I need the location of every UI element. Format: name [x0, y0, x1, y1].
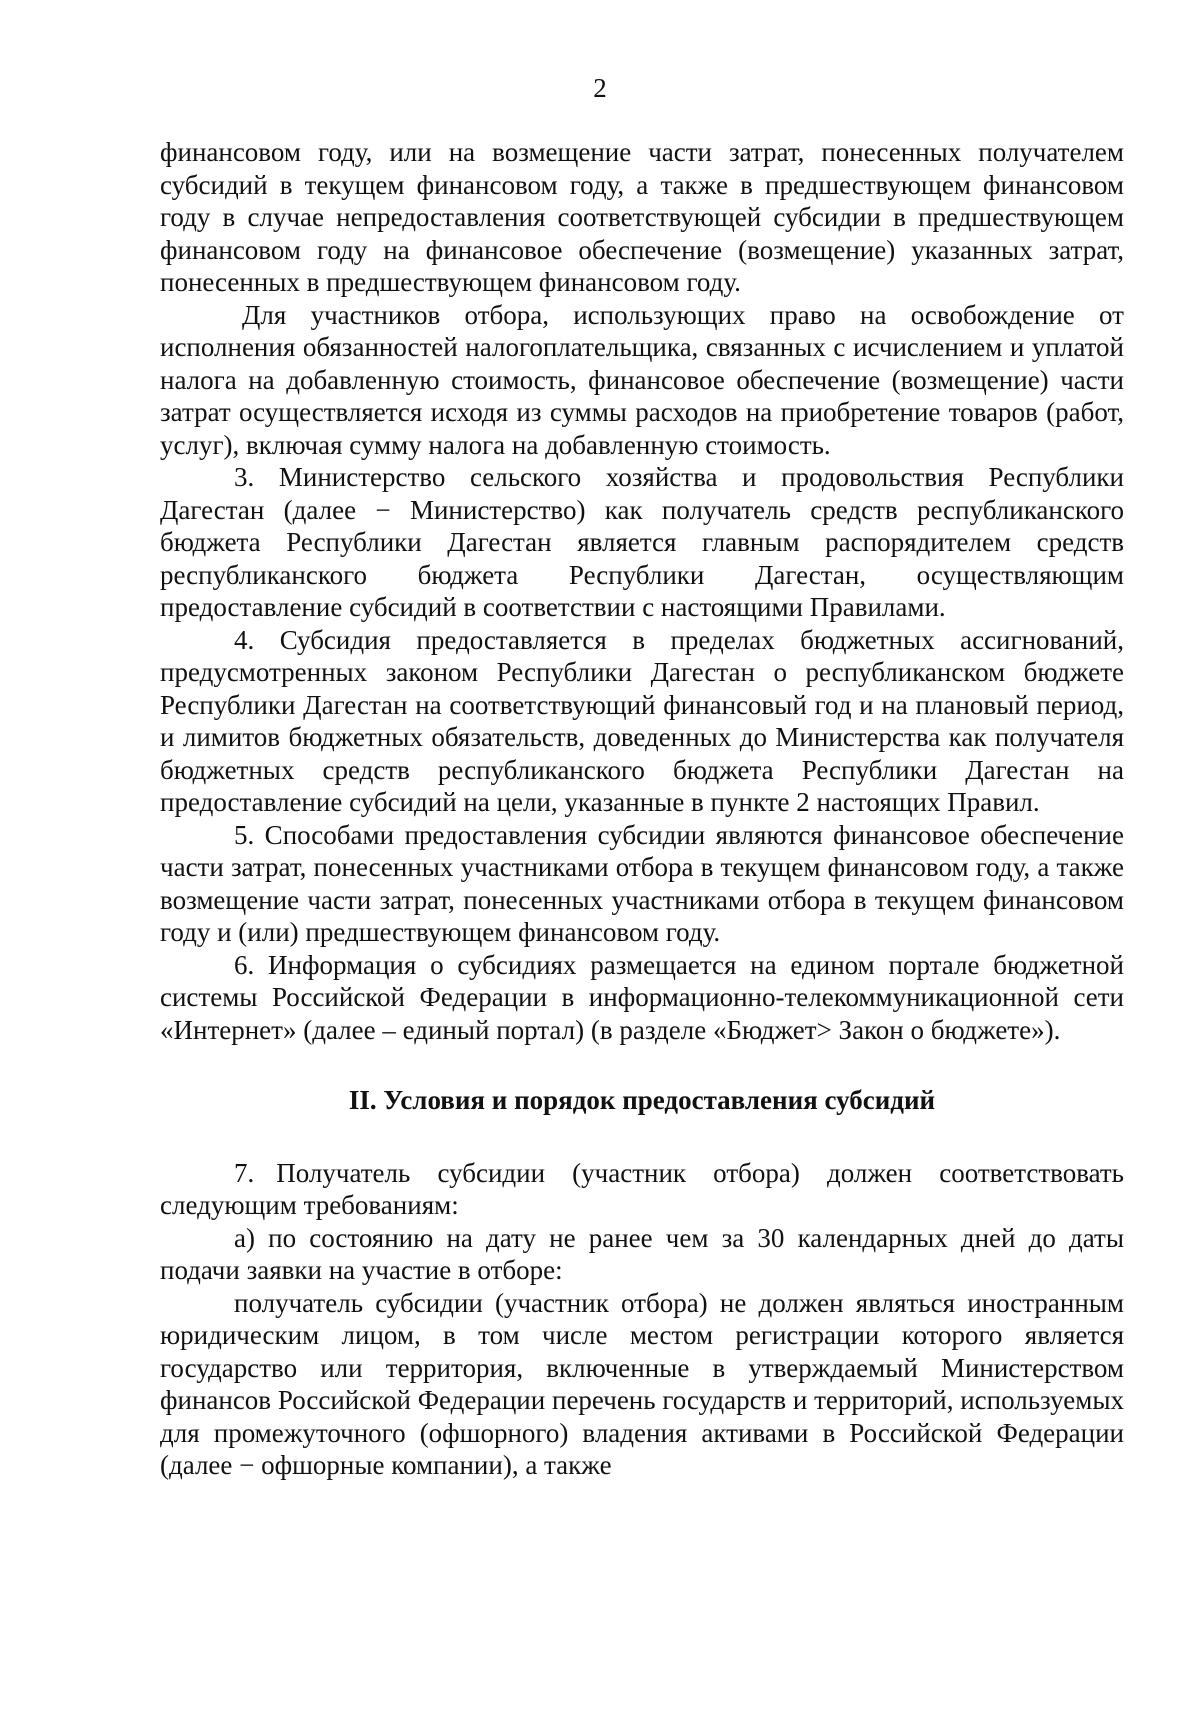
paragraph-item-3: 3. Министерство сельского хозяйства и продовольствия Республики Дагестан (далее − Министерство) как получатель средств республиканского бюджета Республики Дагестан является главным распорядителем средств республиканского бюджета Республики Дагестан, осуществляющим предоставление субсидий в соответствии с настоящими Правилами.: [160, 462, 1124, 622]
paragraph-item-7: [160, 1157, 1124, 1222]
page-number: 2: [593, 73, 607, 103]
section-heading: II. Условия и порядок предоставления субсидий: [348, 1085, 936, 1115]
paragraph-item-4: 4. Субсидия предоставляется в пределах бюджетных ассигнований, предусмотренных законом Республики Дагестан о республиканском бюджете Республики Дагестан на соответствующий финансовый год и на плановый период, и лимитов бюджетных обязательств, доведенных до Министерства как получателя бюджетных средств республиканского бюджета Республики Дагестан на предоставление субсидий на цели, указанные в пункте 2 настоящих Правил.: [160, 624, 1124, 817]
paragraph-continuation: финансовом году, или на возмещение части затрат, понесенных получателем субсидий в текущем финансовом году, а также в предшествующем финансовом году в случае непредоставления соответствующей субсидии в предшествующем финансовом году на финансовое обеспечение (возмещение) указанных затрат, понесенных в предшествующем финансовом году.: [160, 137, 1124, 297]
document-body: [160, 136, 1124, 1482]
item-7-number: 7.: [234, 1157, 255, 1188]
paragraph-item-5: 5. Способами предоставления субсидии являются финансовое обеспечение части затрат, понесенных участниками отбора в текущем финансовом году, а также возмещение части затрат, понесенных участниками отбора в текущем финансовом году и (или) предшествующем финансовом году.: [160, 819, 1124, 947]
paragraph-offshore-requirement: получатель субсидии (участник отбора) не должен являться иностранным юридическим лицом, в том числе местом регистрации которого является государство или территория, включенные в утверждаемый Министерством финансов Российской Федерации перечень государств и территорий, используемых для промежуточного (офшорного) владения активами в Российской Федерации (далее − офшорные компании), а также: [160, 1287, 1124, 1480]
item-7-text: Получатель субсидии (участник отбора) должен соответствовать следующим требованиям:: [160, 1157, 1124, 1220]
paragraph-item-6: 6. Информация о субсидиях размещается на едином портале бюджетной системы Российской Федерации в информационно-телекоммуникационной сети «Интернет» (далее – единый портал) (в разделе «Бюджет> Закон о бюджете»).: [160, 949, 1124, 1045]
paragraph-subitem-a: а) по состоянию на дату не ранее чем за 30 календарных дней до даты подачи заявки на участие в отборе:: [160, 1222, 1124, 1285]
paragraph-vat-exemption: Для участников отбора, использующих право на освобождение от исполнения обязанностей налогоплательщика, связанных с исчислением и уплатой налога на добавленную стоимость, финансовое обеспечение (возмещение) части затрат осуществляется исходя из суммы расходов на приобретение товаров (работ, услуг), включая сумму налога на добавленную стоимость.: [160, 299, 1124, 460]
